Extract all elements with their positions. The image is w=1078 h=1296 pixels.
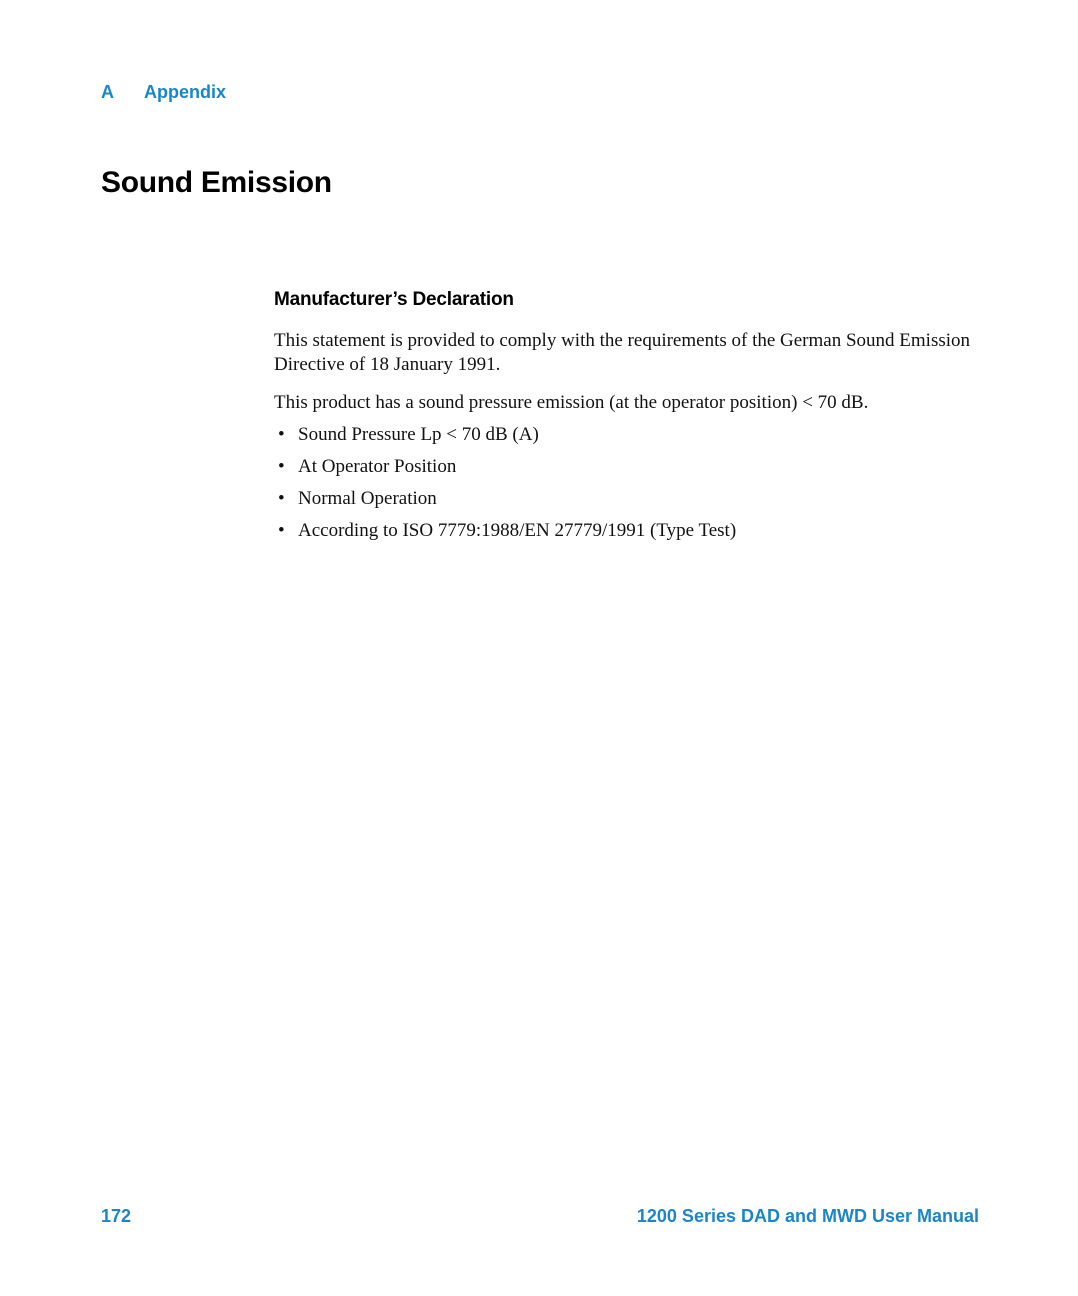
list-item-text: Normal Operation bbox=[298, 488, 437, 509]
chapter-name: Appendix bbox=[144, 82, 227, 102]
chapter-letter: A bbox=[101, 82, 114, 102]
bullet-icon: • bbox=[278, 456, 285, 477]
main-content bbox=[274, 287, 994, 551]
list-item-text: At Operator Position bbox=[298, 456, 457, 477]
list-item bbox=[274, 455, 994, 479]
paragraph-statement: This statement is provided to comply with the requirements of the German Sound Emission Directive of 18 January 1991. bbox=[274, 330, 971, 375]
list-item-text: According to ISO 7779:1988/EN 27779/1991 (Type Test) bbox=[298, 520, 737, 541]
section-heading: Manufacturer’s Declaration bbox=[274, 289, 514, 310]
bullet-icon: • bbox=[278, 488, 285, 509]
list-item bbox=[274, 423, 994, 447]
paragraph-emission: This product has a sound pressure emission (at the operator position) < 70 dB. bbox=[274, 392, 869, 413]
bullet-icon: • bbox=[278, 520, 285, 541]
manual-title: 1200 Series DAD and MWD User Manual bbox=[636, 1206, 979, 1226]
page-title: Sound Emission bbox=[101, 166, 332, 199]
list-item-text: Sound Pressure Lp < 70 dB (A) bbox=[298, 424, 539, 445]
list-item bbox=[274, 519, 994, 543]
page-number: 172 bbox=[101, 1206, 132, 1226]
list-item bbox=[274, 487, 994, 511]
bullet-icon: • bbox=[278, 424, 285, 445]
bullet-list bbox=[274, 423, 994, 543]
running-header bbox=[101, 80, 226, 104]
